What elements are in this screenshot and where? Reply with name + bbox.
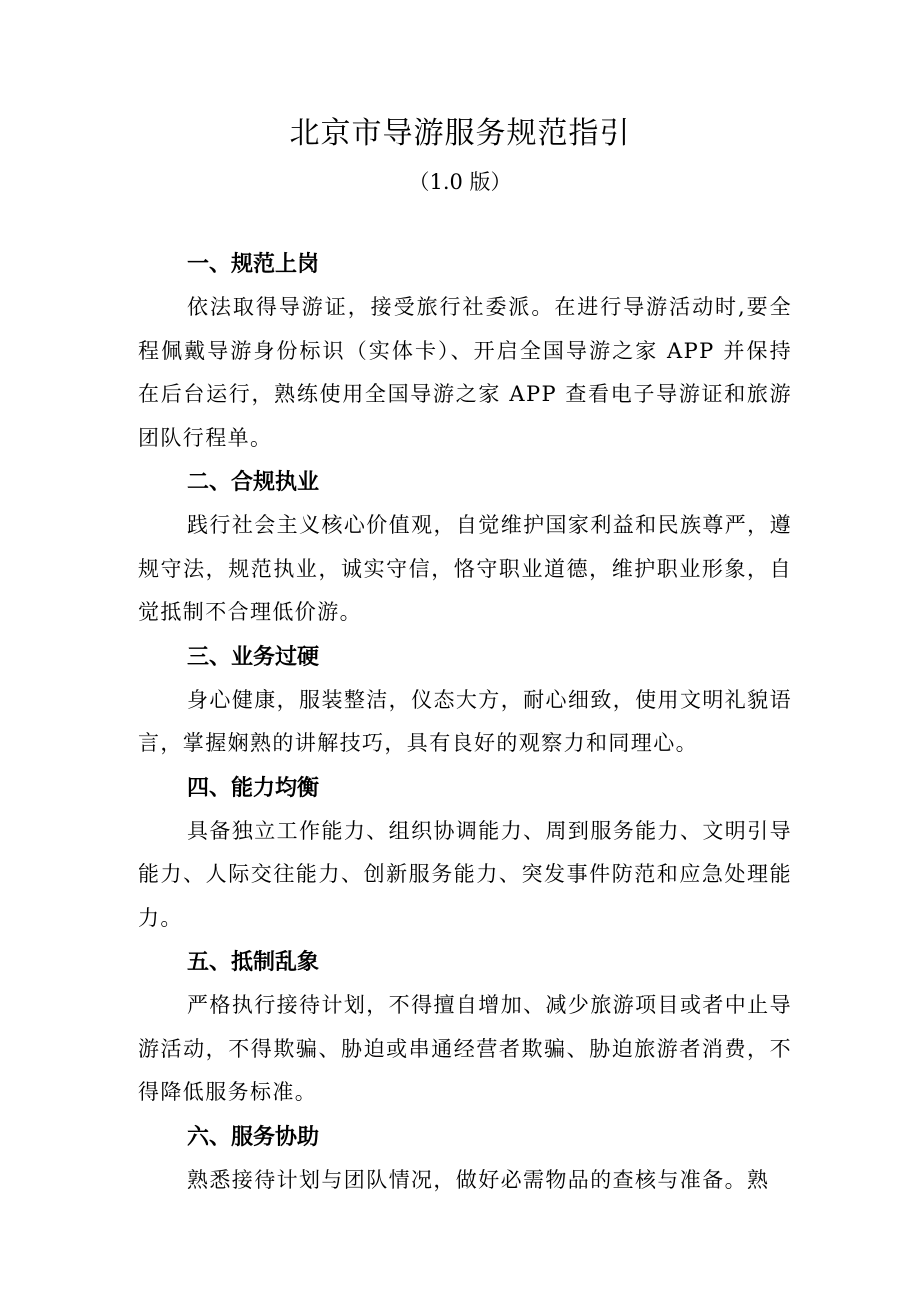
section-heading-4: 四、能力均衡: [187, 775, 320, 801]
section-heading-5: 五、抵制乱象: [187, 950, 320, 975]
document-version: （1.0 版）: [408, 170, 512, 194]
section-heading-3: 三、业务过硬: [187, 644, 320, 670]
section-body-1: 依法取得导游证，接受旅行社委派。在进行导游活动时,要全程佩戴导游身份标识（实体卡）、开启全国导游之家 APP 并保持在后台运行，熟练使用全国导游之家 APP 查看电子导游证和旅游团队行程单。: [138, 295, 792, 450]
section-body-3: 身心健康，服装整洁，仪态大方，耐心细致，使用文明礼貌语言，掌握娴熟的讲解技巧，具有良好的观察力和同理心。: [138, 687, 792, 755]
section-heading-6: 六、服务协助: [187, 1124, 320, 1150]
section-body-6: 熟悉接待计划与团队情况，做好必需物品的查核与准备。熟: [187, 1167, 770, 1192]
section-heading-2: 二、合规执业: [187, 470, 320, 495]
section-body-2: 践行社会主义核心价值观，自觉维护国家利益和民族尊严，遵规守法，规范执业，诚实守信，恪守职业道德，维护职业形象，自觉抵制不合理低价游。: [138, 513, 792, 624]
section-body-4: 具备独立工作能力、组织协调能力、周到服务能力、文明引导能力、人际交往能力、创新服务能力、突发事件防范和应急处理能力。: [138, 818, 792, 930]
document-title: 北京市导游服务规范指引: [289, 116, 631, 151]
section-body-5: 严格执行接待计划，不得擅自增加、减少旅游项目或者中止导游活动，不得欺骗、胁迫或串通经营者欺骗、胁迫旅游者消费，不得降低服务标准。: [138, 993, 792, 1104]
document-body: [138, 244, 792, 1204]
section-heading-1: 一、规范上岗: [187, 252, 320, 277]
